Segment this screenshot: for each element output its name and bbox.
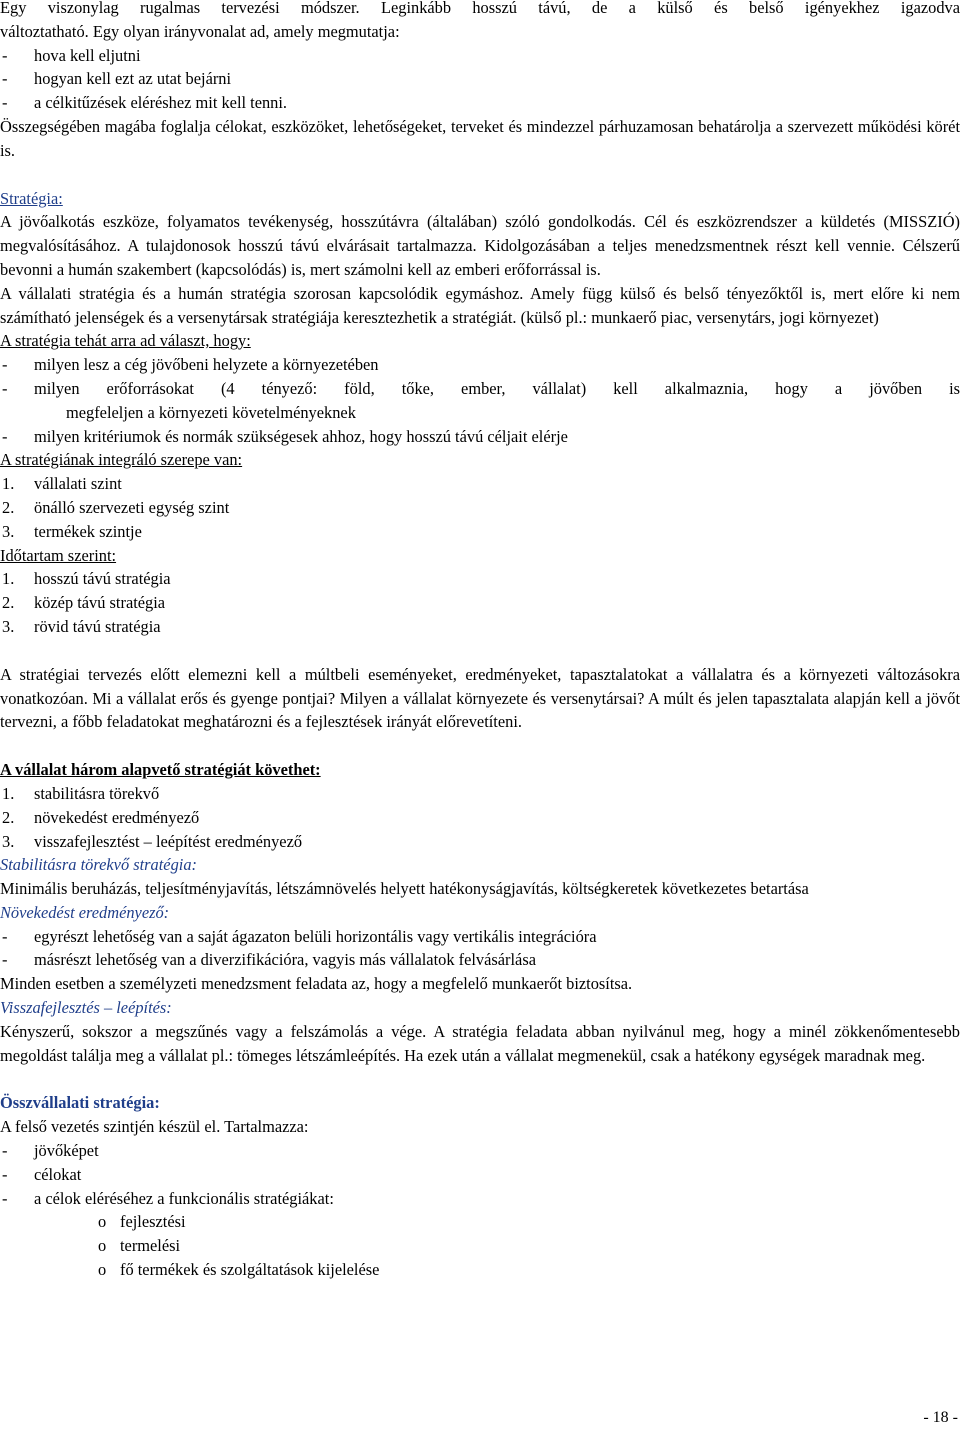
stability-heading: Stabilitásra törekvő stratégia: <box>0 855 197 875</box>
page-number: - 18 - <box>923 1409 958 1426</box>
list-item: 3. visszafejlesztést – leépítést eredményező <box>2 831 303 851</box>
reduction-heading: Visszafejlesztés – leépítés: <box>0 998 172 1018</box>
list-item: 2. növekedést eredményező <box>2 807 200 827</box>
list-item: 3. termékek szintje <box>2 521 142 541</box>
list-item: - hova kell eljutni <box>2 45 141 65</box>
intro-line-2: változtatható. Egy olyan irányvonalat ad, amely megmutatja: <box>0 21 400 41</box>
intro-line-1: Egy viszonylag rugalmas tervezési módszer. Leginkább hosszú távú, de a külső és belső igényekhez igazodva <box>0 0 960 17</box>
list-item: - milyen lesz a cég jövőbeni helyzete a környezetében <box>2 355 379 375</box>
strategy-paragraph-2: A vállalati stratégia és a humán stratégia szorosan kapcsolódik egymáshoz. Amely függ külső és belső tényezőktől is, mert előre ki nem számítható jelenségek és a versenytársak stratégiája keresztezhetik a stratégiát. (külső pl.: munkaerő piac, versenytárs, jogi környezet) <box>0 283 960 327</box>
strategy-answer-heading: A stratégia tehát arra ad választ, hogy: <box>0 331 251 351</box>
list-item: - egyrészt lehetőség van a saját ágazaton belüli horizontális vagy vertikális integrációra <box>2 926 597 946</box>
list-item: 2. önálló szervezeti egység szint <box>2 497 230 517</box>
strategy-heading: Stratégia: <box>0 188 63 208</box>
reduction-text: Kényszerű, sokszor a megszűnés vagy a felszámolás a vége. A stratégia feladata abban nyilvánul meg, hogy a minél zökkenőmentesebb megoldást találja meg a vállalat pl.: tömeges létszámleépítés. Ha ezek után a vállalat megmenekül, csak a hatékony egységek maradnak meg. <box>0 1021 960 1065</box>
planning-paragraph: A stratégiai tervezés előtt elemezni kell a múltbeli eseményeket, eredményeket, tapasztalatokat a vállalatra és a környezeti változásokra vonatkozóan. Mi a vállalat erős és gyenge pontjai? Milyen a vállalat környezete és versenytársai? A múlt és jelen tapasztalata alapján kell a jövőt tervezni, a főbb feladatokat meghatározni és a fejlesztések irányát előrevetíteni. <box>0 664 960 732</box>
corporate-intro: A felső vezetés szintjén készül el. Tartalmazza: <box>0 1117 309 1137</box>
list-item: - a célok eléréséhez a funkcionális stratégiákat: <box>2 1188 334 1208</box>
list-item-continuation: megfeleljen a környezeti követelményeknek <box>66 402 356 422</box>
duration-heading: Időtartam szerint: <box>0 545 117 565</box>
intro-summary: Összegségében magába foglalja célokat, eszközöket, lehetőségeket, terveket és mindezzel párhuzamosan behatárolja a szervezett működési körét is. <box>0 116 960 160</box>
stability-text: Minimális beruházás, teljesítményjavítás, létszámnövelés helyett hatékonyságjavítás, költségkeretek következetes betartása <box>0 879 809 899</box>
list-item: 1. hosszú távú stratégia <box>2 569 171 589</box>
list-item: - másrészt lehetőség van a diverzifikációra, vagyis más vállalatok felvásárlása <box>2 950 536 970</box>
strategy-role-heading: A stratégiának integráló szerepe van: <box>0 450 243 470</box>
strategy-paragraph-1: A jövőalkotás eszköze, folyamatos tevékenység, hosszútávra (általában) szóló gondolkodás. Cél és eszközrendszer a küldetés (MISSZIÓ) megvalósításához. A tulajdonosok hosszú távú elvárásait tartalmazza. Kidolgozásában a teljes menedzsmentnek részt kell vennie. Célszerű bevonni a humán szakembert (kapcsolódás) is, mert számolni kell az emberi erőforrással is. <box>0 212 960 279</box>
sub-list-item: o fejlesztési <box>98 1212 186 1232</box>
list-item: - milyen erőforrásokat (4 tényező: föld, tőke, ember, vállalat) kell alkalmaznia, hogy a jövőben is <box>2 378 960 398</box>
list-item: - hogyan kell ezt az utat bejárni <box>2 69 232 89</box>
list-item: - milyen kritériumok és normák szükségesek ahhoz, hogy hosszú távú céljait elérje <box>2 426 568 446</box>
growth-note: Minden esetben a személyzeti menedzsment feladata az, hogy a megfelelő munkaerőt biztosítsa. <box>0 974 633 994</box>
list-item: 3. rövid távú stratégia <box>2 616 161 636</box>
list-item: 1. vállalati szint <box>2 474 122 494</box>
list-item: - jövőképet <box>2 1141 99 1161</box>
growth-heading: Növekedést eredményező: <box>0 902 170 922</box>
corporate-heading: Összvállalati stratégia: <box>0 1093 160 1113</box>
list-item: - a célkitűzések eléréshez mit kell tenni. <box>2 93 288 113</box>
list-item: 1. stabilitásra törekvő <box>2 783 160 803</box>
sub-list-item: o fő termékek és szolgáltatások kijelelése <box>98 1260 380 1280</box>
list-item: - célokat <box>2 1164 82 1184</box>
list-item: 2. közép távú stratégia <box>2 593 166 613</box>
sub-list-item: o termelési <box>98 1236 181 1256</box>
basic-strategies-heading: A vállalat három alapvető stratégiát követhet: <box>0 760 321 780</box>
